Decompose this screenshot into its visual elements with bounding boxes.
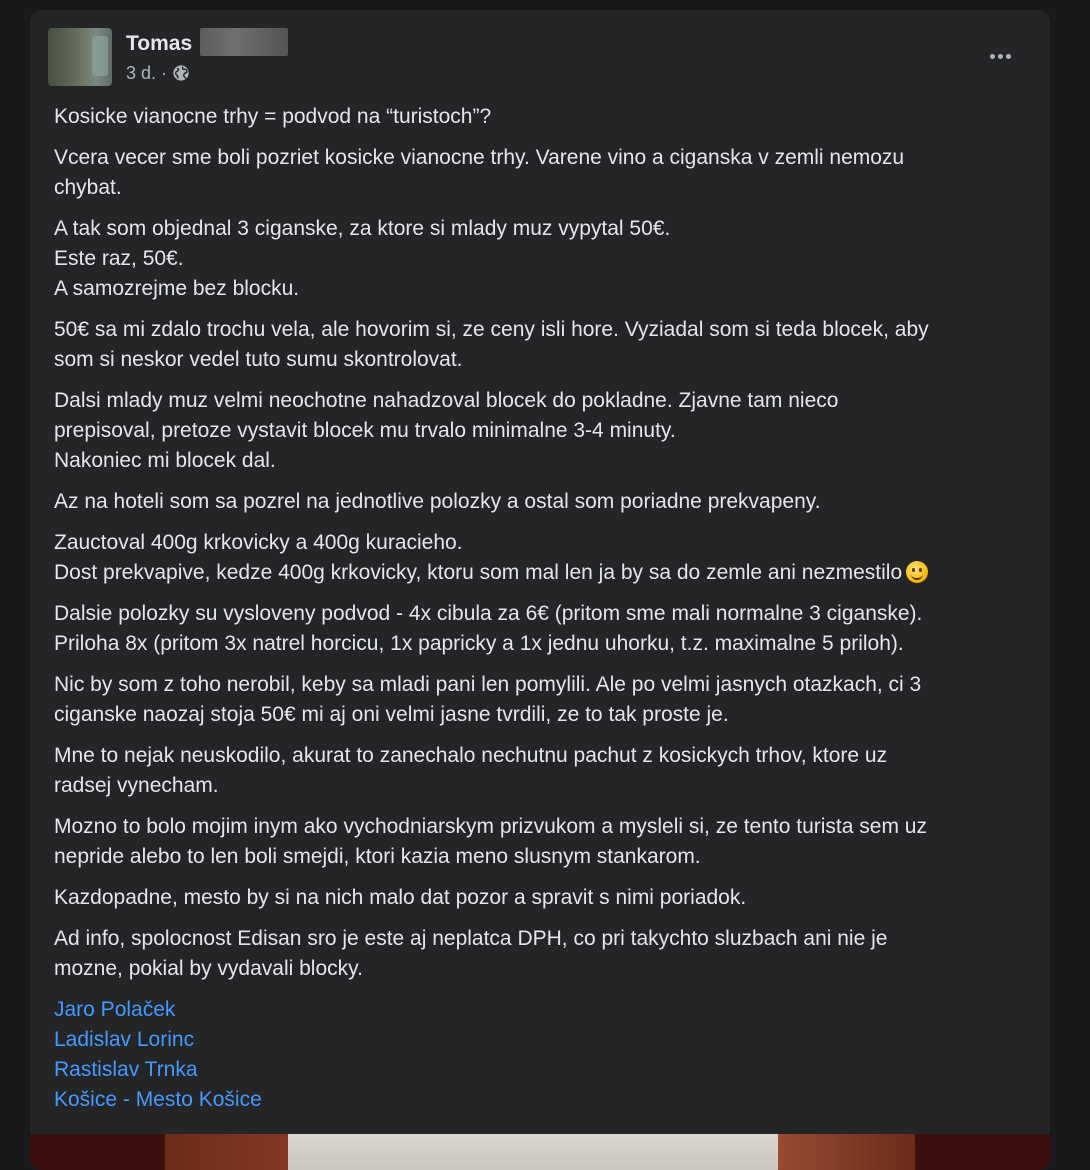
author-name[interactable]: Tomas xyxy=(126,32,193,55)
post-image[interactable] xyxy=(30,1134,1050,1170)
more-horizontal-icon-dot xyxy=(998,54,1003,59)
post-paragraph: Ad info, spolocnost Edisan sro je este aj neplatca DPH, co pri takychto sluzbach ani nie je mozne, pokial by vydavali blocky. xyxy=(54,927,888,980)
post-paragraph: Zauctoval 400g krkovicky a 400g kuracieho. Dost prekvapive, kedze 400g krkovicky, ktoru som mal len ja by sa do zemle ani nezmestilo xyxy=(54,528,1034,588)
redacted-surname xyxy=(200,28,288,56)
mention-link[interactable]: Košice - Mesto Košice xyxy=(54,1088,262,1111)
post-meta xyxy=(126,61,190,85)
image-receipt xyxy=(288,1134,778,1170)
post-paragraph: Mozno to bolo mojim inym ako vychodniarskym prizvukom a mysleli si, ze tento turista sem uz nepride alebo to len boli smejdi, ktori kazia meno slusnym stankarom. xyxy=(54,815,927,868)
avatar[interactable] xyxy=(48,28,112,86)
post-header xyxy=(48,28,1032,88)
post-paragraph: Dalsie polozky su vysloveny podvod - 4x cibula za 6€ (pritom sme mali normalne 3 ciganske). Priloha 8x (pritom 3x natrel horcicu, 1x papricky a 1x jednu uhorku, t.z. maximalne 5 priloh). xyxy=(54,602,923,655)
post-paragraph: Dalsi mlady muz velmi neochotne nahadzoval blocek do pokladne. Zjavne tam nieco prepisoval, pretoze vystavit blocek mu trvalo minimalne 3-4 minuty. Nakoniec mi blocek dal. xyxy=(54,389,839,472)
post-card xyxy=(30,10,1050,1170)
slightly-smiling-face-icon xyxy=(906,561,928,583)
more-horizontal-icon xyxy=(990,54,995,59)
post-paragraph: Nic by som z toho nerobil, keby sa mladi pani len pomylili. Ale po velmi jasnych otazkach, ci 3 ciganske naozaj stoja 50€ mi aj oni velmi jasne tvrdili, ze to tak proste je. xyxy=(54,673,922,726)
mentions-list xyxy=(54,995,1034,1115)
post-time[interactable]: 3 d. xyxy=(126,63,157,83)
post-paragraph: A tak som objednal 3 ciganske, za ktore si mlady muz vypytal 50€. Este raz, 50€. A samozrejme bez blocku. xyxy=(54,217,671,300)
globe-icon[interactable] xyxy=(172,64,190,82)
mention-link[interactable]: Jaro Polaček xyxy=(54,998,176,1021)
more-horizontal-icon-dot xyxy=(1006,54,1011,59)
post-paragraph: 50€ sa mi zdalo trochu vela, ale hovorim si, ze ceny isli hore. Vyziadal som si teda blocek, aby som si neskor vedel tuto sumu skontrolovat. xyxy=(54,318,929,371)
meta-separator: · xyxy=(161,63,168,83)
post-paragraph: Az na hoteli som sa pozrel na jednotlive polozky a ostal som poriadne prekvapeny. xyxy=(54,490,821,513)
post-paragraph: Mne to nejak neuskodilo, akurat to zanechalo nechutnu pachut z kosickych trhov, ktore uz radsej vynecham. xyxy=(54,744,888,797)
post-body xyxy=(54,102,1034,1115)
mention-link[interactable]: Ladislav Lorinc xyxy=(54,1028,195,1051)
mention-link[interactable]: Rastislav Trnka xyxy=(54,1058,198,1081)
post-paragraph: Kosicke vianocne trhy = podvod na “turistoch”? xyxy=(54,105,492,128)
post-paragraph: Kazdopadne, mesto by si na nich malo dat pozor a spravit s nimi poriadok. xyxy=(54,886,747,909)
post-paragraph: Vcera vecer sme boli pozriet kosicke vianocne trhy. Varene vino a ciganska v zemli nemozu chybat. xyxy=(54,146,905,199)
more-options-button[interactable] xyxy=(980,36,1020,76)
